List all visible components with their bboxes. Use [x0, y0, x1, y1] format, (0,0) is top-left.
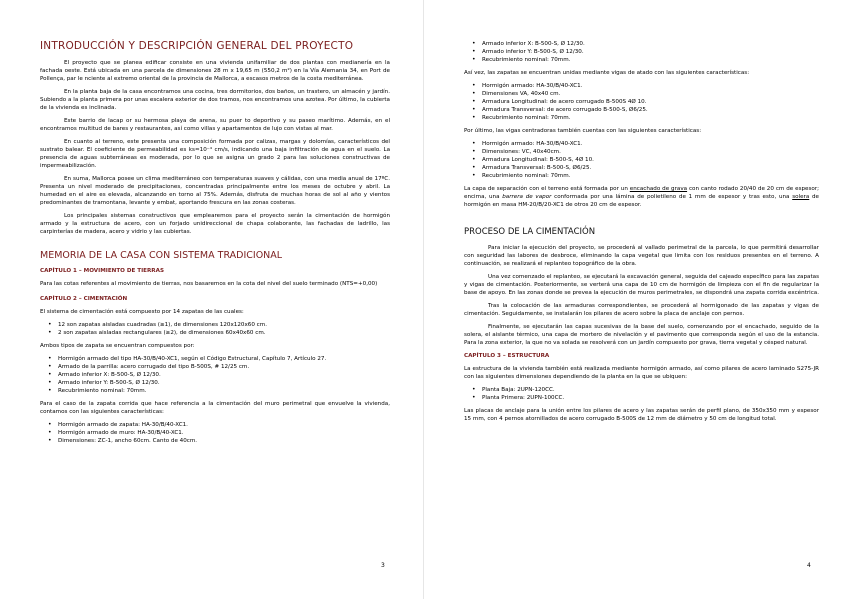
- list-item: • Armado inferior Y: B-500-S, Ø 12/30.: [40, 379, 390, 387]
- list-item: • Planta Primera: 2UPN-100CC.: [464, 394, 819, 402]
- composition-list: [40, 355, 390, 395]
- page-number: 4: [807, 562, 811, 569]
- list-item: • Armadura Transversal: de acero corrugado B-500-S, Ø6/25.: [464, 106, 819, 114]
- list-item: • Armado de la parrilla: acero corrugado del tipo B-500S, # 12/25 cm.: [40, 363, 390, 371]
- proceso-paragraph: Una vez comenzado el replanteo, se ejecutará la excavación general, seguida del cajeado específico para las zapatas y vigas de cimentación. Posteriormente, se verterá una capa de 10 cm de hormigón de limpieza con el fin de regularizar la base de apoyo. En las zonas donde se prevea la ejecución de muros perimetrales, se dispondrá una zapata corrida excéntrica.: [464, 274, 819, 296]
- ambos-text: Ambos tipos de zapata se encuentran compuestos por:: [40, 343, 195, 349]
- proceso-title: PROCESO DE LA CIMENTACIÓN: [464, 227, 596, 237]
- vigas-atado-list: [464, 82, 819, 122]
- list-item: • Planta Baja: 2UPN-120CC.: [464, 386, 819, 394]
- list-item: • Hormigón armado de zapata: HA-30/B/40-XC1.: [40, 421, 390, 429]
- plantas-list: [464, 386, 819, 402]
- vigas-centradoras-list: [464, 140, 819, 180]
- intro-paragraph: El proyecto que se planea edificar consiste en una vivienda unifamiliar de dos plantas con medianería en la fachada oeste. Está ubicada en una parcela de dimensiones 28 m x 19,65 m (550,2 m²) en la Vía Alemania 34, en Port de Pollença, par le nciente al extremo oriental de la provincia de Mallorca, a escasos metros de la costa mediterránea.: [40, 60, 390, 82]
- separacion-italic: barrera de vapor: [502, 194, 552, 200]
- list-item: • Recubrimiento nominal: 70mm.: [40, 387, 390, 395]
- list-item: • Armado inferior Y: B-500-S, Ø 12/30.: [464, 48, 819, 56]
- list-item: • Dimensiones: VC, 40x40cm.: [464, 148, 819, 156]
- list-item: • Hormigón armado del tipo HA-30/B/40-XC1, según el Código Estructural, Capítulo 7, Artículo 27.: [40, 355, 390, 363]
- vigas-centradoras-text: Por último, las vigas centradoras también cuentas con las siguientes características:: [464, 128, 702, 134]
- section-title-memoria: MEMORIA DE LA CASA CON SISTEMA TRADICIONAL: [40, 250, 283, 261]
- placas-text: Las placas de anclaje para la unión entre los pilares de acero y las zapatas serán de perfil plano, de 350x350 mm y espesor 15 mm, con 4 pernos atornillados de acero corrugado B-500S de 12 mm de diámetro y 50 cm de longitud total.: [464, 408, 819, 422]
- list-item: • Armado inferior X: B-500-S, Ø 12/30.: [40, 371, 390, 379]
- list-item: • Armadura Longitudinal: de acero corrugado B-500S 4Ø 10.: [464, 98, 819, 106]
- separacion-underlined: encachado de grava: [629, 186, 688, 192]
- list-item: • Dimensiones: ZC-1, ancho 60cm. Canto de 40cm.: [40, 437, 390, 445]
- intro-paragraph: Este barrio de lacap or su hermosa playa de arena, su puer to deportivo y su paseo marítimo. Además, en el encontramos multitud de bares y restaurantes, así como villas y apartamentos de lujo con vistas al mar.: [40, 118, 390, 132]
- intro-paragraph: En la planta baja de la casa encontramos una cocina, tres dormitorios, dos baños, un trastero, un almacén y jardín. Subiendo a la planta primera por unas escalera exterior de dos tramos, nos encontramos una azotea. Por último, la cubierta de la vivienda es inclinada.: [40, 89, 390, 111]
- proceso-paragraph: Para iniciar la ejecución del proyecto, se procederá al vallado perimetral de la parcela, lo que permitirá desarrollar con seguridad las labores de desbroce, eliminando la capa vegetal que limita con los residuos presentes en el terreno. A continuación, se realizará el replanteo topográfico de la obra.: [464, 245, 819, 267]
- separacion-part: con canto rodado 20/40 de 20 cm de espesor; encima, una: [464, 186, 819, 200]
- separacion-text: [464, 185, 819, 209]
- page-number: 3: [381, 562, 385, 569]
- proceso-paragraph: Tras la colocación de las armaduras correspondientes, se procederá al hormigonado de las zapatas y vigas de cimentación. Seguidamente, se instalarán los pilares de acero sobre la placa de anclaje con pernos.: [464, 303, 819, 317]
- muro-text: Para el caso de la zapata corrida que hace referencia a la cimentación del muro perimetral que envuelve la vivienda, contamos con las siguientes características:: [40, 401, 390, 415]
- list-item: • Recubrimiento nominal: 70mm.: [464, 172, 819, 180]
- separacion-underlined: solera: [792, 194, 810, 200]
- muro-list: [40, 421, 390, 445]
- list-item: • Dimensiones VA, 40x40 cm.: [464, 90, 819, 98]
- chapter-3-title: CAPÍTULO 3 – ESTRUCTURA: [464, 353, 550, 359]
- separacion-part: La capa de separación con el terreno está formada por un: [464, 186, 630, 192]
- chapter-2-intro: El sistema de cimentación está compuesto por 14 zapatas de las cuales:: [40, 309, 244, 315]
- separacion-part: conformada por una lámina de polietileno de 1 mm de espesor y tras esto, una: [551, 194, 793, 200]
- vigas-atado-text: Así vez, las zapatas se encuentran unidas mediante vigas de atado con las siguientes características:: [464, 70, 750, 76]
- right-column: [464, 40, 819, 428]
- left-column: [40, 40, 390, 450]
- right-page: [424, 0, 848, 599]
- proceso-paragraph: Finalmente, se ejecutarán las capas sucesivas de la base del suelo, comenzando por el encachado, seguido de la solera, el aislante térmico, una capa de mortero de nivelación y el pavimento que corresponda según el uso de la estancia. Para la zona exterior, la que no va solada se resolverá con un jardín compuesto por grava, tierra vegetal y césped natural.: [464, 324, 819, 346]
- list-item: • Hormigón armado de muro: HA-30/B/40-XC1.: [40, 429, 390, 437]
- chapter-1-text: Para las cotas referentes al movimiento de tierras, nos basaremos en la cota del nivel del suelo terminado (NTS=+0,00): [40, 281, 378, 287]
- armado-list: [464, 40, 819, 64]
- list-item: • Recubrimiento nominal: 70mm.: [464, 114, 819, 122]
- section-title-intro: INTRODUCCIÓN Y DESCRIPCIÓN GENERAL DEL PROYECTO: [40, 40, 354, 52]
- zapatas-list: [40, 321, 390, 337]
- list-item: • 12 son zapatas aisladas cuadradas (≥1), de dimensiones 120x120x60 cm.: [40, 321, 390, 329]
- chapter-1-title: CAPÍTULO 1 – MOVIMIENTO DE TIERRAS: [40, 268, 164, 274]
- intro-paragraph: En suma, Mallorca posee un clima mediterráneo con temperaturas suaves y cálidas, con una media anual de 17ºC. Presenta un nivel moderado de precipitaciones, concentradas principalmente entre los meses de octubre y abril. La humedad en el aire es elevada, alcanzando en torno al 75%. Además, disfruta de muchas horas de sol al año y vientos predominantes de tramontana, levante y embat, aportando frescura en las zonas costeras.: [40, 176, 390, 206]
- chapter-3-text: La estructura de la vivienda también está realizada mediante hormigón armado, así como pilares de acero laminado S275-JR con las siguientes dimensiones dependiendo de la planta en la que se ubiquen:: [464, 366, 819, 380]
- list-item: • Recubrimiento nominal: 70mm.: [464, 56, 819, 64]
- list-item: • Hormigón armado: HA-30/B/40-XC1.: [464, 140, 819, 148]
- list-item: • Armadura Transversal: B-500-S, Ø6/25.: [464, 164, 819, 172]
- separacion-part: de hormigón en masa HM-20/B/20-XC1 de otros 20 cm de espesor.: [464, 194, 819, 208]
- list-item: • Hormigón armado: HA-30/B/40-XC1.: [464, 82, 819, 90]
- intro-paragraph: En cuanto al terreno, este presenta una composición formada por calizas, margas y dolomías, característicos del sustrato balear. El coeficiente de permeabilidad es ks≈10⁻⁴ cm/s, indicando una baja infiltración de agua en el suelo. La presencia de aguas subterráneas es moderada, por lo que se asigna un grado 2 para las soluciones constructivas de impermeabilización.: [40, 139, 390, 169]
- chapter-2-title: CAPÍTULO 2 – CIMENTACIÓN: [40, 296, 128, 302]
- intro-paragraph: Los principales sistemas constructivos que emplearemos para el proyecto serán la cimentación de hormigón armado y la estructura de acero, con un forjado unidireccional de chapa colaborante, las fachadas de ladrillo, las carpinterías de madera, acero y vidrio y las cubiertas.: [40, 213, 390, 235]
- list-item: • Armado inferior X: B-500-S, Ø 12/30.: [464, 40, 819, 48]
- list-item: • 2 son zapatas aisladas rectangulares (≥2), de dimensiones 60x40x60 cm.: [40, 329, 390, 337]
- list-item: • Armadura Longitudinal: B-500-S, 4Ø 10.: [464, 156, 819, 164]
